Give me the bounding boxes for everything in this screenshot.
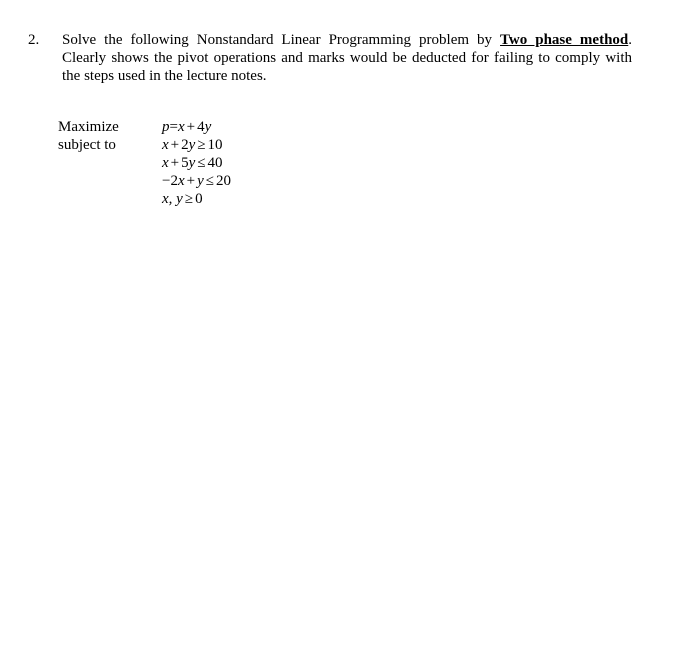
objective-label: Maximize [58, 119, 119, 135]
constraint-plus: + [170, 155, 180, 171]
objective-lhs: p [162, 119, 170, 135]
objective-term-x: x [177, 119, 185, 135]
constraint-relation: ≤ [197, 155, 206, 171]
objective-function [162, 118, 231, 136]
question-number: 2. [28, 32, 40, 48]
constraint-var-x: x [177, 173, 185, 189]
constraint-var-y: y [197, 173, 204, 189]
constraint-rhs: 20 [216, 173, 232, 189]
question-text-after: . Clearly shows the pivot operations and marks would be deducted for failing to comply with the steps used in the lecture notes. [62, 32, 632, 84]
nonnegativity-constraint [162, 190, 231, 208]
constraint-relation: ≤ [205, 173, 215, 189]
constraint-var-x: x [162, 155, 169, 171]
lp-equations [162, 118, 231, 208]
objective-coef: 4 [197, 119, 205, 135]
constraint-coef-x: −2 [162, 173, 178, 189]
nonnegativity-vars: x, y [162, 191, 183, 207]
constraints-label: subject to [58, 137, 116, 153]
method-name: Two phase method [500, 32, 629, 48]
constraint-2 [162, 154, 231, 172]
nonnegativity-relation: ≥ [184, 191, 194, 207]
constraint-rhs: 10 [207, 137, 223, 153]
constraint-coef-y: 2 [181, 137, 189, 153]
constraint-var-x: x [162, 137, 169, 153]
constraint-var-y: y [188, 137, 196, 153]
lp-labels [58, 118, 119, 154]
constraint-rhs: 40 [207, 155, 223, 171]
objective-term-y: y [204, 119, 212, 135]
constraint-1 [162, 136, 231, 154]
constraint-relation: ≥ [197, 137, 206, 153]
objective-plus: + [186, 119, 196, 135]
constraint-plus: + [170, 137, 180, 153]
question-text [62, 31, 632, 85]
constraint-3 [162, 172, 231, 190]
constraint-var-y: y [188, 155, 196, 171]
constraint-coef-y: 5 [181, 155, 189, 171]
nonnegativity-rhs: 0 [195, 191, 203, 207]
objective-eq: = [169, 119, 178, 135]
constraint-plus: + [186, 173, 196, 189]
question-text-before: Solve the following Nonstandard Linear Programming problem by [62, 32, 501, 48]
